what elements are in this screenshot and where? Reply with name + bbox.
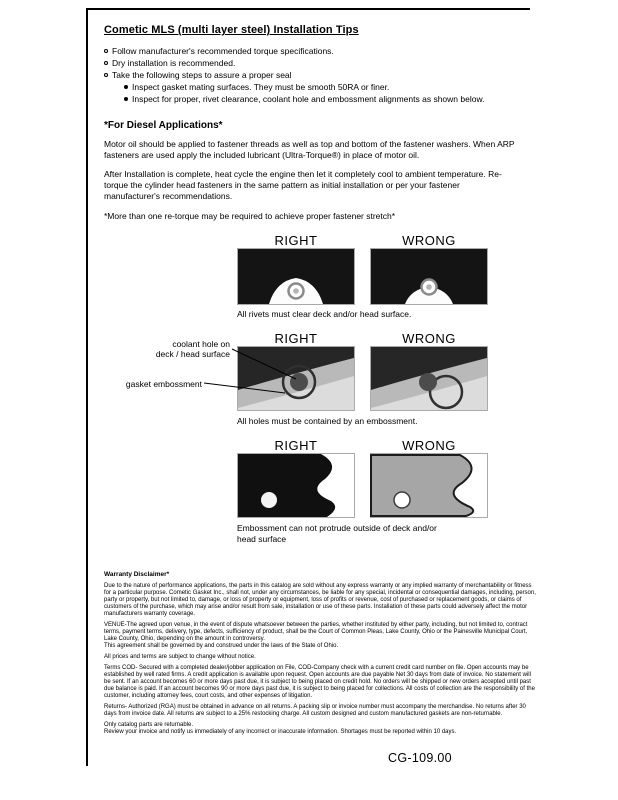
diesel-paragraph-1: Motor oil should be applied to fastener threads as well as top and bottom of the fastener washers. When ARP fasteners are used apply the included lubricant (Ultra-Torque®) in place of motor oil. [104, 139, 515, 160]
right-label-row1: RIGHT [274, 233, 318, 248]
disclaimer-paragraph: Due to the nature of performance applications, the parts in this catalog are sold without any express warranty or any implied warranty of merchantability or fitness for a particular purpose. Cometic Gasket Inc., shall not, under any circumstances, be liable for any special, incidental or consequential damages, including, person, party or property, but not limited to, damage, or loss of property or equipment, loss of profits or revenue, cost of purchased or replacement goods, or claims of customers of the purchase, which may arise and/or result from sale, installation or use of these parts. Installation of these parts could adversely affect the motor manufacturers warranty coverage. [104, 583, 536, 617]
tip-item [104, 69, 528, 81]
right-label-row2: RIGHT [274, 331, 318, 346]
gasket-embossment-label: gasket embossment [125, 379, 202, 389]
tip-text: Follow manufacturer's recommended torque specifications. [112, 46, 334, 56]
open-bullet-icon [104, 73, 108, 77]
wrong-label-row2: WRONG [402, 331, 456, 346]
disclaimer-paragraph: Only catalog parts are returnable. [104, 722, 194, 728]
row1-caption: All rivets must clear deck and/or head surface. [237, 309, 412, 319]
right-label-row3: RIGHT [274, 438, 318, 453]
retorque-note: *More than one re-torque may be required to achieve proper fastener stretch* [104, 211, 396, 221]
diagram-section [104, 233, 528, 555]
row3-caption: Embossment can not protrude outside of deck and/or head surface [237, 523, 437, 544]
tip-item [104, 45, 528, 57]
filled-bullet-icon [124, 97, 128, 101]
sub-tip-item [124, 81, 528, 93]
row2-caption: All holes must be contained by an embossment. [237, 416, 418, 426]
sub-tip-item [124, 93, 528, 105]
page-code: CG-109.00 [388, 751, 452, 765]
tip-text: Take the following steps to assure a proper seal [112, 70, 292, 80]
tip-text: Dry installation is recommended. [112, 58, 236, 68]
disclaimer-paragraph: VENUE-The agreed upon venue, in the event of dispute whatsoever between the parties, whether instituted by either party, including, but not limited to, contract terms, payment terms, delivery, type, defects, sufficiency of product, shall be the Court of Common Pleas, Lake County, Ohio or the Painesville Municipal Court, Lake County, Ohio, depending on the amount in controversy. [104, 622, 528, 642]
diesel-heading: *For Diesel Applications* [104, 120, 223, 131]
open-bullet-icon [104, 49, 108, 53]
hole-right-diagram [237, 346, 355, 411]
wrong-label-row3: WRONG [402, 438, 456, 453]
rivet-right-diagram [237, 248, 355, 305]
tip-item [104, 57, 528, 69]
sub-tip-text: Inspect gasket mating surfaces. They must be smooth 50RA or finer. [132, 82, 390, 92]
diesel-paragraph-2: After Installation is complete, heat cycle the engine then let it completely cool to ambient temperature. Re-torque the cylinder head fasteners in the same pattern as initial installation or per your fastener manufacturer's recommendations. [104, 169, 502, 201]
warranty-disclaimer [104, 571, 538, 736]
disclaimer-paragraph: All prices and terms are subject to change without notice. [104, 654, 256, 660]
coolant-hole-label [132, 339, 230, 359]
embossment-wrong-diagram [370, 453, 488, 518]
filled-bullet-icon [124, 85, 128, 89]
disclaimer-heading: Warranty Disclaimer* [104, 571, 170, 578]
coolant-hole-label-line2: deck / head surface [155, 349, 230, 359]
page-content [104, 20, 536, 740]
wrong-label-row1: WRONG [402, 233, 456, 248]
sub-tip-text: Inspect for proper, rivet clearance, coolant hole and embossment alignments as shown below. [132, 94, 485, 104]
coolant-hole-label-line1: coolant hole on [172, 339, 230, 349]
disclaimer-paragraph: Review your invoice and notify us immediately of any incorrect or inaccurate information. Shortages must be reported within 10 days. [104, 729, 457, 735]
embossment-right-diagram [237, 453, 355, 518]
page-title: Cometic MLS (multi layer steel) Installation Tips [104, 24, 359, 36]
hole-wrong-diagram [370, 346, 488, 411]
disclaimer-paragraph: Returns- Authorized (RGA) must be obtained in advance on all returns. A packing slip or invoice number must accompany the merchandise. No returns after 30 days from invoice date. All returns are subject to a 25% restocking charge. All custom designed and custom manufactured gaskets are non-returnable. [104, 704, 526, 717]
open-bullet-icon [104, 61, 108, 65]
disclaimer-paragraph: This agreement shall be governed by and construed under the laws of the State of Ohio. [104, 643, 339, 649]
tips-list [104, 45, 528, 105]
rivet-wrong-diagram [370, 248, 488, 305]
disclaimer-paragraph: Terms COD- Secured with a completed dealer/jobber application on File, COD-Company check with a current credit card number on file. Open accounts may be established by well rated firms. A credit application is available upon request. Open accounts are due payable Net 30 days from date of invoice. No statement will be sent. If an account becomes 60 or more days past due, it is subject to being placed on credit hold. No orders will be shipped or new orders accepted until past due balance is paid. If an account becomes 90 or more days past due, it is subject to being placed for collections. All costs of collection are the responsibility of the customer, including attorney fees, court costs, and other expenses of litigation. [104, 665, 535, 699]
